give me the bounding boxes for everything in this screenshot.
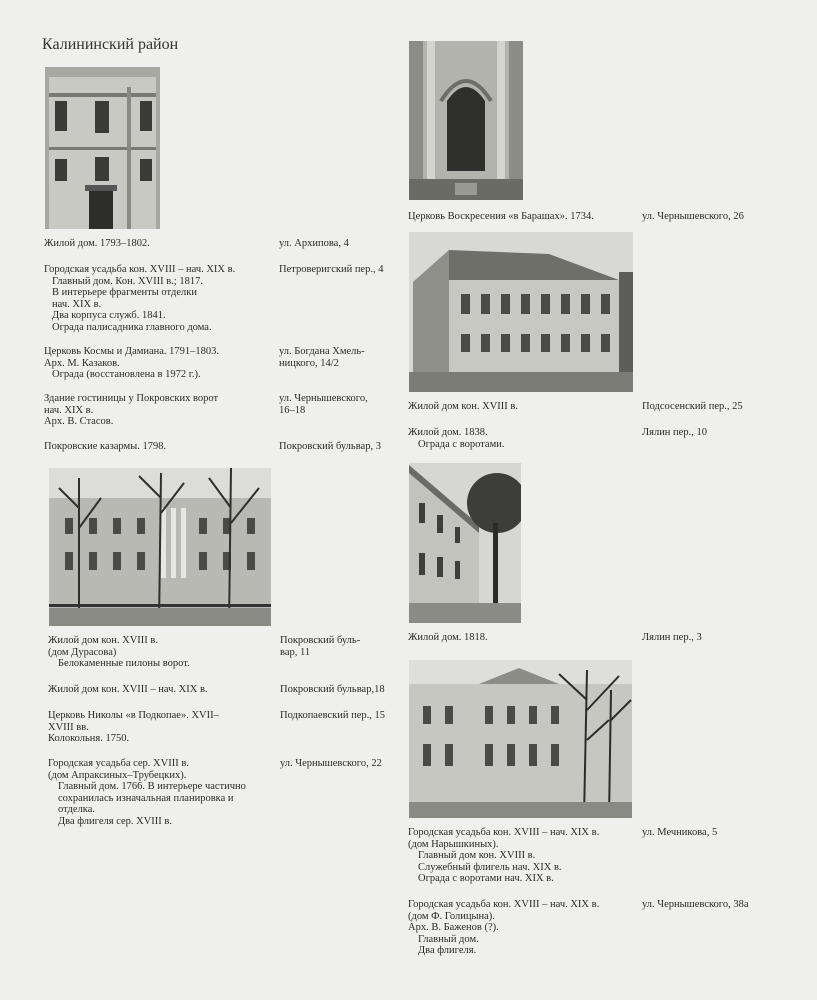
entry-text: Арх. В. Стасов. xyxy=(44,416,114,427)
entry-address: Лялин пер., 3 xyxy=(642,632,702,643)
entry-text: Главный дом. xyxy=(418,933,479,945)
photo-house-pokrovsky-11 xyxy=(49,468,271,626)
entry-text: Два флигеля. xyxy=(418,945,477,956)
entry-address: ул. Чернышевского, 26 xyxy=(642,211,744,222)
entry-address: ул. Чернышевского, 38а xyxy=(642,899,749,910)
entry-text: Жилой дом. 1793–1802. xyxy=(44,238,150,249)
entry-text: Два корпуса служб. 1841. xyxy=(52,310,166,321)
entry-address: ул. Архипова, 4 xyxy=(279,238,349,249)
entry-text: Городская усадьба кон. XVIII – нач. XIX в. xyxy=(408,899,600,910)
entry-text: Ограда с воротами. xyxy=(418,438,505,450)
entry-text: (дом Апраксиных–Трубецких). xyxy=(48,769,187,781)
entry-text: Два флигеля сер. XVIII в. xyxy=(58,815,173,827)
photo-house-lyalin-3 xyxy=(409,463,521,623)
entry-text: Арх. М. Казаков. xyxy=(44,357,120,369)
entry-text: нач. XIX в. xyxy=(52,298,102,310)
entry-text: Церковь Космы и Дамиана. 1791–1803. xyxy=(44,346,220,357)
entry-address: 16–18 xyxy=(279,404,306,416)
photo-church-resurrection xyxy=(409,41,523,200)
entry-text: Белокаменные пилоны ворот. xyxy=(58,658,190,669)
entry-text: отделка. xyxy=(58,804,96,815)
entry-text: Жилой дом кон. XVIII – нач. XIX в. xyxy=(48,684,208,695)
photo-house-arkhipova xyxy=(45,67,160,229)
entry-address: ул. Мечникова, 5 xyxy=(642,827,718,838)
entry-text: Арх. В. Баженов (?). xyxy=(408,922,499,933)
entry-address: ул. Чернышевского, 22 xyxy=(280,758,382,769)
entry-text: Здание гостиницы у Покровских ворот xyxy=(44,393,219,404)
entry-address: Петроверигский пер., 4 xyxy=(279,264,384,275)
entry-text: Церковь Воскресения «в Барашах». 1734. xyxy=(408,211,594,222)
entry-text: Церковь Николы «в Подкопае». XVII– xyxy=(48,710,219,721)
entry-text: (дом Ф. Голицына). xyxy=(408,910,495,922)
entry-text: Городская усадьба кон. XVIII – нач. XIX в. xyxy=(44,264,236,275)
entry-address: Покровский бульвар,18 xyxy=(280,684,385,695)
photo-estate-naryshkin xyxy=(409,660,632,818)
entry-text: Жилой дом. 1838. xyxy=(408,427,488,438)
entry-text: Жилой дом кон. XVIII в. xyxy=(48,635,158,646)
entry-text: Покровские казармы. 1798. xyxy=(44,441,167,452)
entry-text: Главный дом. 1766. В интерьере частично xyxy=(58,781,246,792)
entry-text: Городская усадьба сер. XVIII в. xyxy=(48,758,189,769)
entry-address: Покровский бульвар, 3 xyxy=(279,441,381,452)
entry-text: нач. XIX в. xyxy=(44,404,94,416)
entry-address: Лялин пер., 10 xyxy=(642,427,707,438)
entry-text: (дом Нарышкиных). xyxy=(408,838,499,850)
entry-text: Жилой дом кон. XVIII в. xyxy=(408,401,518,412)
entry-text: Жилой дом. 1818. xyxy=(408,632,488,643)
section-title: Калининский район xyxy=(42,36,179,53)
entry-text: Ограда палисадника главного дома. xyxy=(52,321,212,333)
entry-text: В интерьере фрагменты отделки xyxy=(52,287,197,298)
entry-text: Городская усадьба кон. XVIII – нач. XIX в. xyxy=(408,827,600,838)
entry-address: Подкопаевский пер., 15 xyxy=(280,710,386,721)
photo-house-podsosensky xyxy=(409,232,633,392)
entry-text: Колокольня. 1750. xyxy=(48,733,130,744)
entry-address: Подсосенский пер., 25 xyxy=(642,401,743,412)
entry-text: (дом Дурасова) xyxy=(48,646,117,658)
entry-address: ул. Чернышевского, xyxy=(279,393,368,404)
entry-text: сохранилась изначальная планировка и xyxy=(58,792,234,804)
entry-text: Служебный флигель нач. XIX в. xyxy=(418,861,562,873)
entry-text: Ограда с воротами нач. XIX в. xyxy=(418,873,554,884)
entry-address: ницкого, 14/2 xyxy=(279,357,339,369)
entry-text: Главный дом. Кон. XVIII в.; 1817. xyxy=(52,275,203,287)
entry-address: вар, 11 xyxy=(280,646,311,658)
entry-address: ул. Богдана Хмель- xyxy=(279,346,365,357)
entry-text: Главный дом кон. XVIII в. xyxy=(418,850,536,861)
entry-address: Покровский буль- xyxy=(280,635,361,646)
entry-text: XVIII вв. xyxy=(48,721,89,733)
entry-text: Ограда (восстановлена в 1972 г.). xyxy=(52,369,201,380)
